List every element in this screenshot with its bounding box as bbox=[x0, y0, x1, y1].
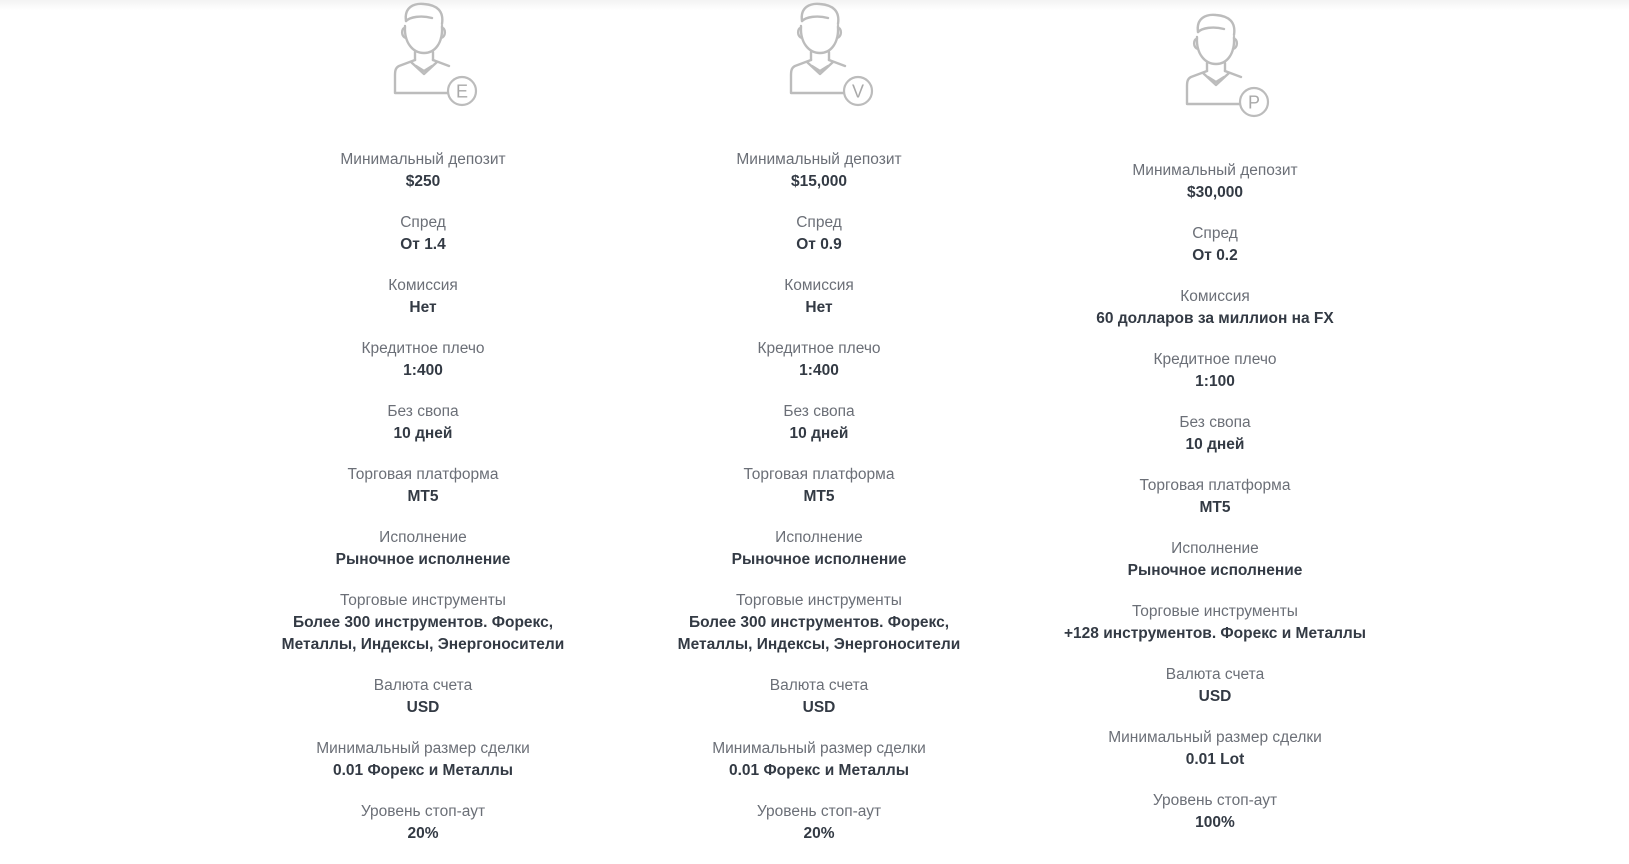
spec-label: Уровень стоп-аут bbox=[756, 803, 882, 820]
spec-label: Уровень стоп-аут bbox=[360, 803, 486, 820]
spec-value: $250 bbox=[405, 173, 441, 190]
spec-label: Кредитное плечо bbox=[361, 340, 485, 357]
spec-stop-out bbox=[629, 801, 1009, 845]
account-badge-letter: P bbox=[1247, 92, 1261, 113]
spec-value: MT5 bbox=[407, 488, 439, 505]
spec-label: Торговая платформа bbox=[743, 466, 895, 483]
spec-value-line: Более 300 инструментов. Форекс, bbox=[292, 614, 554, 631]
spec-label: Минимальный размер сделки bbox=[316, 740, 530, 757]
spec-currency bbox=[233, 675, 613, 719]
spec-label: Спред bbox=[400, 214, 446, 231]
spec-label: Спред bbox=[796, 214, 842, 231]
spec-value-line: Металлы, Индексы, Энергоносители bbox=[677, 636, 961, 653]
spec-value: 0.01 Форекс и Металлы bbox=[332, 762, 514, 779]
account-badge-letter: V bbox=[851, 81, 865, 102]
spec-platform bbox=[1025, 475, 1405, 519]
user-avatar-icon bbox=[764, 0, 874, 110]
spec-label: Минимальный депозит bbox=[1132, 162, 1298, 179]
spec-value: $30,000 bbox=[1186, 184, 1244, 201]
spec-leverage bbox=[1025, 349, 1405, 393]
account-badge-letter: E bbox=[455, 81, 469, 102]
spec-execution bbox=[1025, 538, 1405, 582]
spec-commission bbox=[233, 275, 613, 319]
spec-value: 20% bbox=[803, 825, 835, 842]
spec-value: 60 долларов за миллион на FX bbox=[1096, 310, 1334, 327]
spec-label: Минимальный размер сделки bbox=[1108, 729, 1322, 746]
spec-spread bbox=[629, 212, 1009, 256]
spec-swap-free bbox=[233, 401, 613, 445]
spec-spread bbox=[233, 212, 613, 256]
spec-list bbox=[1025, 160, 1405, 834]
spec-commission bbox=[629, 275, 1009, 319]
spec-label: Торговые инструменты bbox=[736, 592, 902, 609]
spec-label: Без свопа bbox=[783, 403, 855, 420]
account-column-p bbox=[1025, 11, 1405, 853]
spec-value: 0.01 Lot bbox=[1185, 751, 1245, 768]
spec-min-deposit bbox=[233, 149, 613, 193]
spec-label: Торговые инструменты bbox=[1132, 603, 1298, 620]
spec-label: Без свопа bbox=[1179, 414, 1251, 431]
spec-min-deposit bbox=[1025, 160, 1405, 204]
spec-value: 1:400 bbox=[799, 362, 839, 379]
spec-stop-out bbox=[233, 801, 613, 845]
spec-leverage bbox=[629, 338, 1009, 382]
spec-min-deposit bbox=[629, 149, 1009, 193]
spec-leverage bbox=[233, 338, 613, 382]
spec-value: От 0.2 bbox=[1192, 247, 1238, 264]
spec-min-trade-size bbox=[1025, 727, 1405, 771]
spec-value: $15,000 bbox=[790, 173, 848, 190]
spec-label: Валюта счета bbox=[1165, 666, 1265, 683]
user-avatar-icon bbox=[1160, 11, 1270, 121]
spec-label: Минимальный депозит bbox=[340, 151, 506, 168]
user-avatar-icon bbox=[368, 0, 478, 110]
spec-label: Исполнение bbox=[1171, 540, 1259, 557]
spec-label: Минимальный размер сделки bbox=[712, 740, 926, 757]
spec-value: USD bbox=[1198, 688, 1232, 705]
spec-value: 10 дней bbox=[393, 425, 453, 442]
spec-value-line: Более 300 инструментов. Форекс, bbox=[688, 614, 950, 631]
spec-value: От 1.4 bbox=[400, 236, 446, 253]
spec-instruments bbox=[629, 590, 1009, 656]
spec-label: Исполнение bbox=[379, 529, 467, 546]
spec-label: Торговые инструменты bbox=[340, 592, 506, 609]
spec-value: USD bbox=[406, 699, 440, 716]
spec-instruments bbox=[233, 590, 613, 656]
spec-value: Нет bbox=[409, 299, 437, 316]
spec-value: 100% bbox=[1195, 814, 1235, 831]
spec-value: 20% bbox=[407, 825, 439, 842]
spec-currency bbox=[1025, 664, 1405, 708]
account-column-e bbox=[233, 0, 613, 864]
spec-platform bbox=[233, 464, 613, 508]
spec-value: 10 дней bbox=[1185, 436, 1245, 453]
spec-swap-free bbox=[1025, 412, 1405, 456]
spec-label: Торговая платформа bbox=[1139, 477, 1291, 494]
spec-spread bbox=[1025, 223, 1405, 267]
spec-execution bbox=[629, 527, 1009, 571]
spec-value: 0.01 Форекс и Металлы bbox=[728, 762, 910, 779]
spec-list bbox=[233, 149, 613, 845]
account-column-v bbox=[629, 0, 1009, 864]
spec-label: Уровень стоп-аут bbox=[1152, 792, 1278, 809]
spec-platform bbox=[629, 464, 1009, 508]
spec-label: Кредитное плечо bbox=[757, 340, 881, 357]
spec-currency bbox=[629, 675, 1009, 719]
spec-value: Рыночное исполнение bbox=[335, 551, 511, 568]
spec-label: Спред bbox=[1192, 225, 1238, 242]
spec-value: MT5 bbox=[1199, 499, 1231, 516]
spec-label: Валюта счета bbox=[373, 677, 473, 694]
spec-label: Комиссия bbox=[1180, 288, 1250, 305]
spec-commission bbox=[1025, 286, 1405, 330]
spec-value: 10 дней bbox=[789, 425, 849, 442]
spec-min-trade-size bbox=[629, 738, 1009, 782]
spec-label: Комиссия bbox=[784, 277, 854, 294]
spec-label: Валюта счета bbox=[769, 677, 869, 694]
spec-value: Нет bbox=[805, 299, 833, 316]
spec-stop-out bbox=[1025, 790, 1405, 834]
spec-value: 1:100 bbox=[1195, 373, 1235, 390]
spec-swap-free bbox=[629, 401, 1009, 445]
spec-label: Комиссия bbox=[388, 277, 458, 294]
spec-instruments bbox=[1025, 601, 1405, 645]
spec-execution bbox=[233, 527, 613, 571]
spec-value-line: Металлы, Индексы, Энергоносители bbox=[281, 636, 565, 653]
spec-value: 1:400 bbox=[403, 362, 443, 379]
spec-label: Кредитное плечо bbox=[1153, 351, 1277, 368]
spec-min-trade-size bbox=[233, 738, 613, 782]
spec-value: +128 инструментов. Форекс и Металлы bbox=[1063, 625, 1366, 642]
spec-label: Торговая платформа bbox=[347, 466, 499, 483]
spec-label: Исполнение bbox=[775, 529, 863, 546]
spec-value: MT5 bbox=[803, 488, 835, 505]
spec-value: USD bbox=[802, 699, 836, 716]
spec-value: От 0.9 bbox=[796, 236, 842, 253]
spec-label: Без свопа bbox=[387, 403, 459, 420]
spec-list bbox=[629, 149, 1009, 845]
spec-value: Рыночное исполнение bbox=[1127, 562, 1303, 579]
spec-value: Рыночное исполнение bbox=[731, 551, 907, 568]
spec-label: Минимальный депозит bbox=[736, 151, 902, 168]
